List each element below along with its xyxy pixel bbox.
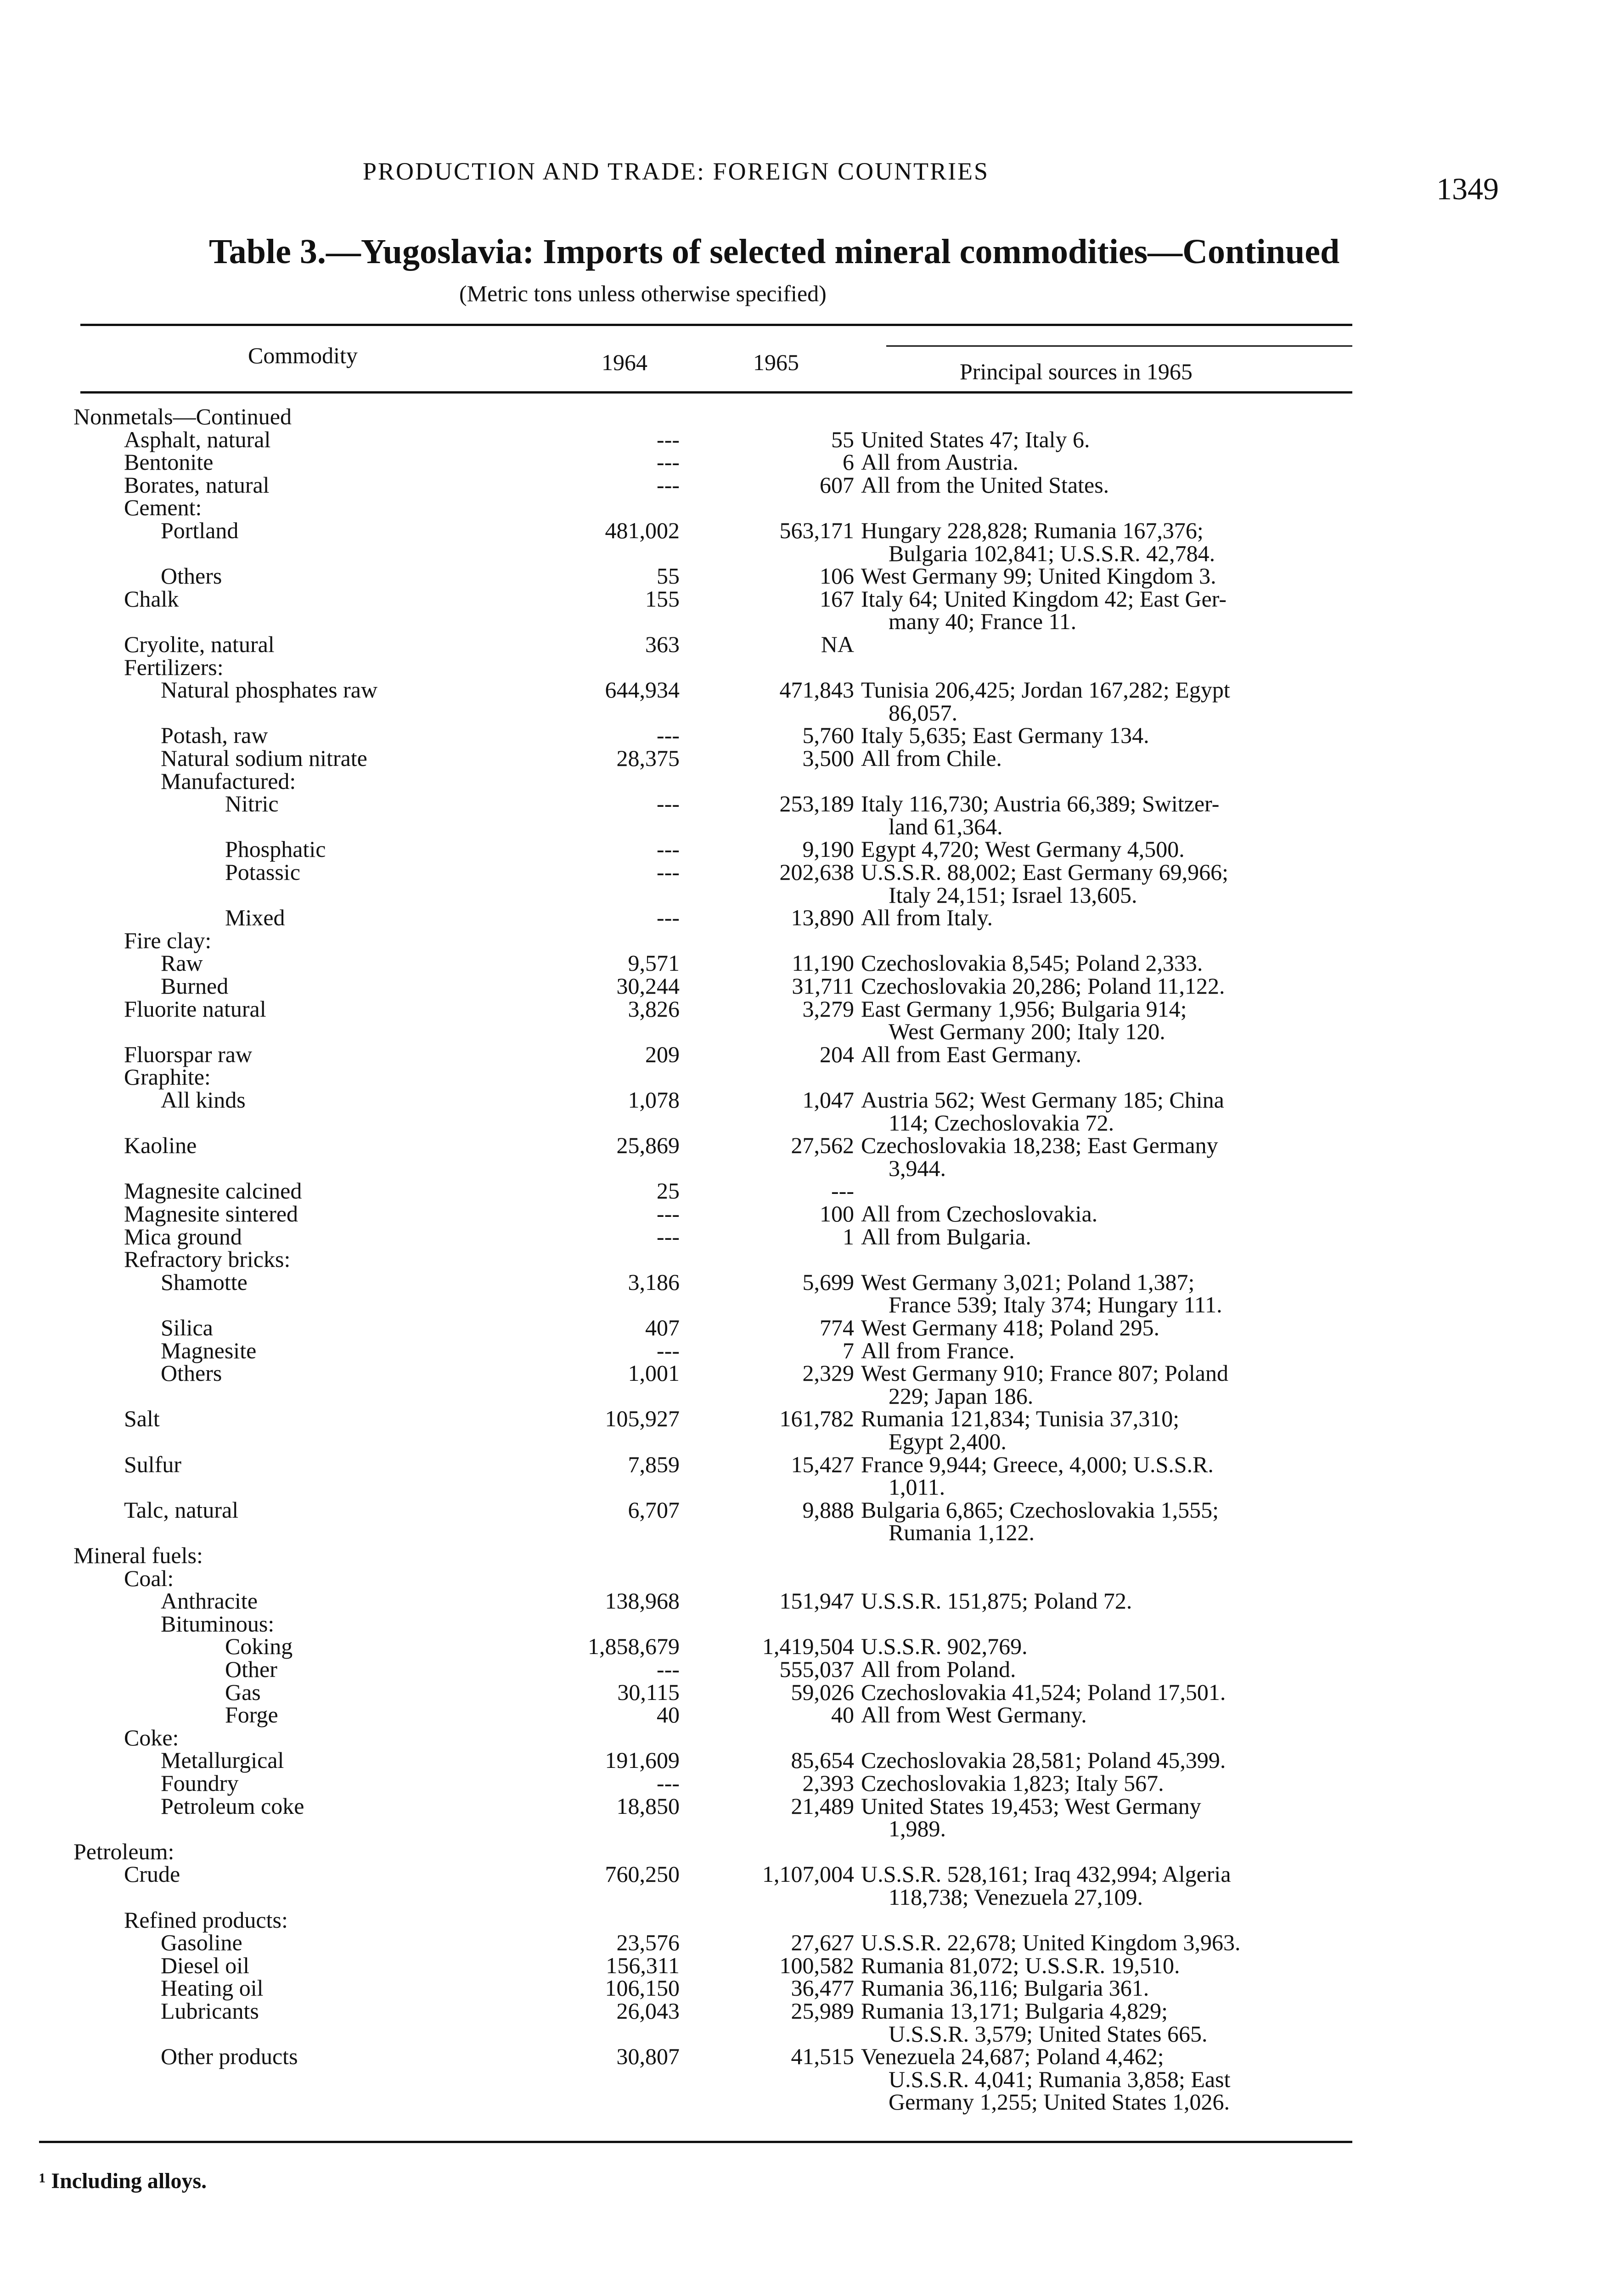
commodity-label: Mica ground: [124, 1223, 242, 1249]
value-1965: 5,699: [802, 1269, 854, 1295]
table-row: [0, 450, 1609, 474]
principal-sources: 86,057.: [889, 699, 957, 726]
table-row: [0, 541, 1609, 566]
table-row: [0, 1839, 1609, 1864]
principal-sources: U.S.S.R. 902,769.: [861, 1633, 1028, 1660]
commodity-label: Magnesite: [161, 1337, 257, 1363]
table-row: [0, 1087, 1609, 1112]
value-1964: 106,150: [605, 1975, 680, 2001]
table-title: Table 3.—Yugoslavia: Imports of selected mineral commodities—Continued: [209, 232, 1340, 271]
principal-sources: U.S.S.R. 151,875; Poland 72.: [861, 1588, 1132, 1614]
commodity-label: Phosphatic: [225, 836, 326, 862]
table-row: [0, 1497, 1609, 1522]
value-1965: 151,947: [779, 1588, 854, 1614]
column-header-1965: 1965: [753, 349, 799, 375]
principal-sources: All from Poland.: [861, 1656, 1016, 1682]
principal-sources: Czechoslovakia 8,545; Poland 2,333.: [861, 950, 1203, 976]
commodity-label: Fertilizers:: [124, 654, 224, 680]
table-row: [0, 1110, 1609, 1135]
commodity-label: Lubricants: [161, 1998, 259, 2024]
principal-sources: U.S.S.R. 88,002; East Germany 69,966;: [861, 859, 1228, 885]
value-1965: 555,037: [779, 1656, 854, 1682]
principal-sources: Italy 64; United Kingdom 42; East Ger-: [861, 585, 1227, 612]
table-row: [0, 1361, 1609, 1385]
value-1964: 644,934: [605, 677, 680, 703]
commodity-label: Cement:: [124, 495, 202, 521]
commodity-label: Metallurgical: [161, 1747, 284, 1773]
principal-sources: United States 47; Italy 6.: [861, 426, 1090, 452]
value-1964: ---: [657, 722, 680, 748]
principal-sources: All from West Germany.: [861, 1702, 1087, 1728]
value-1964: 25: [657, 1178, 680, 1204]
bottom-rule: [39, 2141, 1352, 2143]
value-1964: 40: [657, 1702, 680, 1728]
value-1965: NA: [821, 631, 854, 657]
value-1965: 1,107,004: [762, 1861, 854, 1887]
table-row: [0, 1224, 1609, 1249]
value-1965: 59,026: [791, 1679, 854, 1705]
table-subtitle: (Metric tons unless otherwise specified): [459, 281, 827, 306]
commodity-label: Asphalt, natural: [124, 426, 271, 452]
commodity-label: Gasoline: [161, 1930, 242, 1956]
value-1964: 28,375: [616, 745, 680, 771]
table-row: [0, 1520, 1609, 1545]
value-1964: ---: [657, 905, 680, 931]
principal-sources: U.S.S.R. 22,678; United Kingdom 3,963.: [861, 1930, 1241, 1956]
principal-sources: 1,011.: [889, 1474, 945, 1500]
value-1965: 40: [831, 1702, 854, 1728]
principal-sources: Italy 5,635; East Germany 134.: [861, 722, 1149, 748]
principal-sources: Czechoslovakia 18,238; East Germany: [861, 1132, 1218, 1159]
value-1964: 209: [645, 1041, 680, 1067]
commodity-label: Nonmetals—Continued: [73, 404, 292, 429]
value-1965: 202,638: [779, 859, 854, 885]
value-1965: 204: [820, 1041, 854, 1067]
table-row: [0, 2067, 1609, 2092]
value-1964: 23,576: [616, 1930, 680, 1956]
table-row: [0, 1794, 1609, 1818]
table-row: [0, 723, 1609, 748]
commodity-label: Heating oil: [161, 1975, 264, 2001]
value-1964: 3,186: [628, 1269, 680, 1295]
value-1964: ---: [657, 426, 680, 452]
value-1965: 55: [831, 426, 854, 452]
value-1965: 2,329: [802, 1360, 854, 1386]
principal-sources: 118,738; Venezuela 27,109.: [889, 1884, 1143, 1910]
table-row: [0, 1156, 1609, 1181]
table-row: [0, 1975, 1609, 2000]
table-row: [0, 1247, 1609, 1272]
commodity-label: Mineral fuels:: [73, 1542, 203, 1568]
commodity-label: Petroleum:: [73, 1838, 174, 1864]
value-1965: 161,782: [779, 1406, 854, 1432]
value-1965: 21,489: [791, 1793, 854, 1819]
value-1965: 253,189: [779, 791, 854, 817]
principal-sources: United States 19,453; West Germany: [861, 1793, 1201, 1819]
column-header-1964: 1964: [602, 349, 647, 375]
value-1965: 31,711: [792, 973, 854, 999]
table-row: [0, 1771, 1609, 1795]
principal-sources: All from the United States.: [861, 472, 1109, 498]
table-row: [0, 1406, 1609, 1431]
table-row: [0, 905, 1609, 930]
commodity-label: Mixed: [225, 905, 285, 931]
value-1964: ---: [657, 1223, 680, 1249]
value-1965: 11,190: [792, 950, 854, 976]
value-1964: ---: [657, 449, 680, 475]
value-1964: 156,311: [606, 1952, 680, 1978]
commodity-label: Silica: [161, 1315, 213, 1340]
principal-sources: 3,944.: [889, 1155, 946, 1181]
value-1964: 105,927: [605, 1406, 680, 1432]
commodity-label: Manufactured:: [161, 768, 296, 794]
table-row: [0, 1566, 1609, 1591]
value-1964: 760,250: [605, 1861, 680, 1887]
value-1964: 1,078: [628, 1087, 680, 1113]
table-row: [0, 860, 1609, 884]
header-bottom-rule: [80, 391, 1352, 394]
commodity-label: Others: [161, 1360, 222, 1386]
commodity-label: Kaoline: [124, 1132, 197, 1159]
commodity-label: Foundry: [161, 1770, 239, 1796]
table-row: [0, 495, 1609, 520]
value-1965: 106: [820, 563, 854, 589]
principal-sources: many 40; France 11.: [889, 608, 1077, 635]
value-1964: 191,609: [605, 1747, 680, 1773]
principal-sources: Egypt 4,720; West Germany 4,500.: [861, 836, 1185, 862]
table-row: [0, 1315, 1609, 1340]
value-1965: 9,190: [802, 836, 854, 862]
table-row: [0, 1474, 1609, 1499]
table-row: [0, 1064, 1609, 1089]
table-row: [0, 1702, 1609, 1727]
principal-sources: Italy 116,730; Austria 66,389; Switzer-: [861, 791, 1220, 817]
value-1964: 6,707: [628, 1497, 680, 1523]
commodity-label: Fluorspar raw: [124, 1041, 253, 1067]
header-col-rule: [886, 345, 1352, 347]
table-row: [0, 1634, 1609, 1659]
principal-sources: Austria 562; West Germany 185; China: [861, 1087, 1224, 1113]
commodity-label: Raw: [161, 950, 203, 976]
value-1965: 25,989: [791, 1998, 854, 2024]
table-row: [0, 769, 1609, 793]
table-row: [0, 1384, 1609, 1408]
value-1965: 1,047: [802, 1087, 854, 1113]
table-row: [0, 791, 1609, 816]
footnote: ¹ Including alloys.: [39, 2169, 207, 2193]
value-1965: 1,419,504: [762, 1633, 854, 1660]
commodity-label: Natural phosphates raw: [161, 677, 378, 703]
value-1964: 1,001: [628, 1360, 680, 1386]
principal-sources: U.S.S.R. 4,041; Rumania 3,858; East: [889, 2066, 1231, 2092]
commodity-label: Salt: [124, 1406, 160, 1432]
value-1964: 25,869: [616, 1132, 680, 1159]
principal-sources: 114; Czechoslovakia 72.: [889, 1109, 1114, 1136]
value-1965: 27,562: [791, 1132, 854, 1159]
principal-sources: U.S.S.R. 528,161; Iraq 432,994; Algeria: [861, 1861, 1231, 1887]
commodity-label: Portland: [161, 518, 239, 543]
commodity-label: Magnesite calcined: [124, 1178, 302, 1204]
value-1964: 3,826: [628, 996, 680, 1022]
table-row: [0, 1338, 1609, 1363]
value-1965: 9,888: [802, 1497, 854, 1523]
value-1965: 85,654: [791, 1747, 854, 1773]
table-row: [0, 1588, 1609, 1613]
value-1964: 26,043: [616, 1998, 680, 2024]
table-row: [0, 609, 1609, 634]
principal-sources: Rumania 13,171; Bulgaria 4,829;: [861, 1998, 1168, 2024]
value-1965: 3,500: [802, 745, 854, 771]
commodity-label: Sulfur: [124, 1451, 181, 1477]
commodity-label: All kinds: [161, 1087, 246, 1113]
value-1964: ---: [657, 1337, 680, 1363]
principal-sources: Hungary 228,828; Rumania 167,376;: [861, 518, 1204, 543]
commodity-label: Magnesite sintered: [124, 1201, 298, 1227]
table-row: [0, 563, 1609, 588]
commodity-label: Graphite:: [124, 1064, 211, 1090]
column-header-commodity: Commodity: [248, 343, 358, 368]
value-1965: 100: [820, 1201, 854, 1227]
principal-sources: Germany 1,255; United States 1,026.: [889, 2089, 1230, 2115]
value-1965: 7: [843, 1337, 854, 1363]
principal-sources: Rumania 81,072; U.S.S.R. 19,510.: [861, 1952, 1180, 1978]
principal-sources: Bulgaria 102,841; U.S.S.R. 42,784.: [889, 540, 1215, 566]
value-1964: 9,571: [628, 950, 680, 976]
commodity-label: Forge: [225, 1702, 278, 1728]
value-1965: 5,760: [802, 722, 854, 748]
value-1965: 13,890: [791, 905, 854, 931]
commodity-label: Shamotte: [161, 1269, 248, 1295]
value-1964: ---: [657, 1770, 680, 1796]
commodity-label: Borates, natural: [124, 472, 270, 498]
table-row: [0, 1201, 1609, 1226]
principal-sources: Italy 24,151; Israel 13,605.: [889, 882, 1137, 908]
commodity-label: Others: [161, 563, 222, 589]
value-1964: 138,968: [605, 1588, 680, 1614]
table-row: [0, 473, 1609, 497]
value-1965: 41,515: [791, 2043, 854, 2070]
commodity-label: Bentonite: [124, 449, 214, 475]
commodity-label: Coke:: [124, 1724, 179, 1750]
table-row: [0, 1885, 1609, 1909]
commodity-label: Refractory bricks:: [124, 1246, 291, 1272]
table-row: [0, 1042, 1609, 1067]
table-row: [0, 1657, 1609, 1682]
principal-sources: All from East Germany.: [861, 1041, 1081, 1067]
table-row: [0, 1270, 1609, 1294]
table-row: [0, 1429, 1609, 1454]
value-1964: 1,858,679: [588, 1633, 680, 1660]
top-rule: [80, 324, 1352, 326]
commodity-label: Other: [225, 1656, 277, 1682]
commodity-label: Burned: [161, 973, 229, 999]
principal-sources: Czechoslovakia 28,581; Poland 45,399.: [861, 1747, 1226, 1773]
commodity-label: Natural sodium nitrate: [161, 745, 367, 771]
value-1965: 1: [843, 1223, 854, 1249]
table-row: [0, 814, 1609, 839]
principal-sources: Venezuela 24,687; Poland 4,462;: [861, 2043, 1164, 2070]
commodity-label: Potassic: [225, 859, 300, 885]
table-row: [0, 928, 1609, 953]
principal-sources: West Germany 3,021; Poland 1,387;: [861, 1269, 1195, 1295]
value-1965: 167: [820, 585, 854, 612]
value-1964: 363: [645, 631, 680, 657]
principal-sources: Czechoslovakia 1,823; Italy 567.: [861, 1770, 1164, 1796]
commodity-label: Diesel oil: [161, 1952, 250, 1978]
table-row: [0, 518, 1609, 543]
value-1965: 563,171: [779, 518, 854, 543]
commodity-label: Nitric: [225, 791, 279, 817]
value-1965: 774: [820, 1315, 854, 1340]
principal-sources: West Germany 200; Italy 120.: [889, 1019, 1165, 1045]
commodity-label: Potash, raw: [161, 722, 268, 748]
table-row: [0, 1930, 1609, 1955]
table-row: [0, 2044, 1609, 2069]
value-1965: 6: [843, 449, 854, 475]
table-row: [0, 974, 1609, 998]
principal-sources: Rumania 36,116; Bulgaria 361.: [861, 1975, 1149, 2001]
table-row: [0, 1178, 1609, 1203]
commodity-label: Coal:: [124, 1565, 174, 1591]
principal-sources: land 61,364.: [889, 813, 1003, 839]
table-row: [0, 746, 1609, 771]
principal-sources: France 539; Italy 374; Hungary 111.: [889, 1292, 1222, 1318]
principal-sources: West Germany 418; Poland 295.: [861, 1315, 1160, 1340]
table-row: [0, 427, 1609, 452]
table-row: [0, 1292, 1609, 1317]
value-1965: 15,427: [791, 1451, 854, 1477]
table-row: [0, 1748, 1609, 1773]
principal-sources: France 9,944; Greece, 4,000; U.S.S.R.: [861, 1451, 1214, 1477]
page-number: 1349: [1436, 171, 1499, 206]
value-1964: ---: [657, 1656, 680, 1682]
principal-sources: 229; Japan 186.: [889, 1383, 1034, 1409]
value-1965: 36,477: [791, 1975, 854, 2001]
principal-sources: All from Italy.: [861, 905, 993, 931]
table-row: [0, 1543, 1609, 1568]
value-1965: 2,393: [802, 1770, 854, 1796]
value-1965: 607: [820, 472, 854, 498]
table-row: [0, 700, 1609, 725]
column-header-sources: Principal sources in 1965: [960, 359, 1193, 384]
principal-sources: Czechoslovakia 20,286; Poland 11,122.: [861, 973, 1225, 999]
table-row: [0, 586, 1609, 611]
principal-sources: Rumania 121,834; Tunisia 37,310;: [861, 1406, 1180, 1432]
principal-sources: 1,989.: [889, 1816, 946, 1842]
table-row: [0, 404, 1609, 429]
table-row: [0, 1816, 1609, 1841]
commodity-label: Petroleum coke: [161, 1793, 304, 1819]
value-1965: 471,843: [779, 677, 854, 703]
commodity-label: Gas: [225, 1679, 261, 1705]
table-row: [0, 1611, 1609, 1636]
value-1964: 55: [657, 563, 680, 589]
value-1964: 30,807: [616, 2043, 680, 2070]
table-row: [0, 1019, 1609, 1044]
commodity-label: Refined products:: [124, 1907, 288, 1933]
principal-sources: East Germany 1,956; Bulgaria 914;: [861, 996, 1187, 1022]
principal-sources: All from Czechoslovakia.: [861, 1201, 1098, 1227]
principal-sources: West Germany 910; France 807; Poland: [861, 1360, 1228, 1386]
value-1965: ---: [831, 1178, 854, 1204]
value-1964: ---: [657, 859, 680, 885]
table-row: [0, 951, 1609, 975]
table-row: [0, 2089, 1609, 2114]
principal-sources: U.S.S.R. 3,579; United States 665.: [889, 2020, 1208, 2047]
commodity-label: Chalk: [124, 585, 179, 612]
commodity-label: Coking: [225, 1633, 293, 1660]
table-row: [0, 2021, 1609, 2046]
principal-sources: All from Austria.: [861, 449, 1019, 475]
value-1964: 155: [645, 585, 680, 612]
commodity-label: Bituminous:: [161, 1610, 275, 1637]
value-1964: 30,115: [617, 1679, 680, 1705]
commodity-label: Fire clay:: [124, 927, 212, 953]
table-row: [0, 1680, 1609, 1705]
table-row: [0, 1452, 1609, 1477]
table-row: [0, 837, 1609, 861]
table-row: [0, 996, 1609, 1021]
table-row: [0, 677, 1609, 702]
commodity-label: Cryolite, natural: [124, 631, 275, 657]
table-row: [0, 632, 1609, 657]
table-row: [0, 1998, 1609, 2023]
value-1965: 27,627: [791, 1930, 854, 1956]
value-1964: 481,002: [605, 518, 680, 543]
value-1964: ---: [657, 472, 680, 498]
principal-sources: Tunisia 206,425; Jordan 167,282; Egypt: [861, 677, 1230, 703]
table-row: [0, 1862, 1609, 1886]
principal-sources: All from France.: [861, 1337, 1015, 1363]
value-1964: 7,859: [628, 1451, 680, 1477]
table-row: [0, 883, 1609, 907]
value-1964: ---: [657, 1201, 680, 1227]
principal-sources: Bulgaria 6,865; Czechoslovakia 1,555;: [861, 1497, 1219, 1523]
table-row: [0, 1133, 1609, 1158]
running-head: PRODUCTION AND TRADE: FOREIGN COUNTRIES: [363, 158, 990, 185]
commodity-label: Crude: [124, 1861, 180, 1887]
principal-sources: West Germany 99; United Kingdom 3.: [861, 563, 1216, 589]
table-row: [0, 1953, 1609, 1978]
value-1964: ---: [657, 791, 680, 817]
commodity-label: Anthracite: [161, 1588, 258, 1614]
table-row: [0, 1908, 1609, 1932]
commodity-label: Fluorite natural: [124, 996, 266, 1022]
value-1965: 100,582: [779, 1952, 854, 1978]
principal-sources: All from Bulgaria.: [861, 1223, 1031, 1249]
value-1965: 3,279: [802, 996, 854, 1022]
commodity-label: Talc, natural: [124, 1497, 239, 1523]
principal-sources: Egypt 2,400.: [889, 1429, 1007, 1454]
principal-sources: Czechoslovakia 41,524; Poland 17,501.: [861, 1679, 1226, 1705]
principal-sources: All from Chile.: [861, 745, 1002, 771]
table-row: [0, 655, 1609, 680]
principal-sources: Rumania 1,122.: [889, 1519, 1035, 1546]
table-row: [0, 1725, 1609, 1750]
value-1964: ---: [657, 836, 680, 862]
commodity-label: Other products: [161, 2043, 298, 2070]
value-1964: 407: [645, 1315, 680, 1340]
value-1964: 30,244: [616, 973, 680, 999]
value-1964: 18,850: [616, 1793, 680, 1819]
